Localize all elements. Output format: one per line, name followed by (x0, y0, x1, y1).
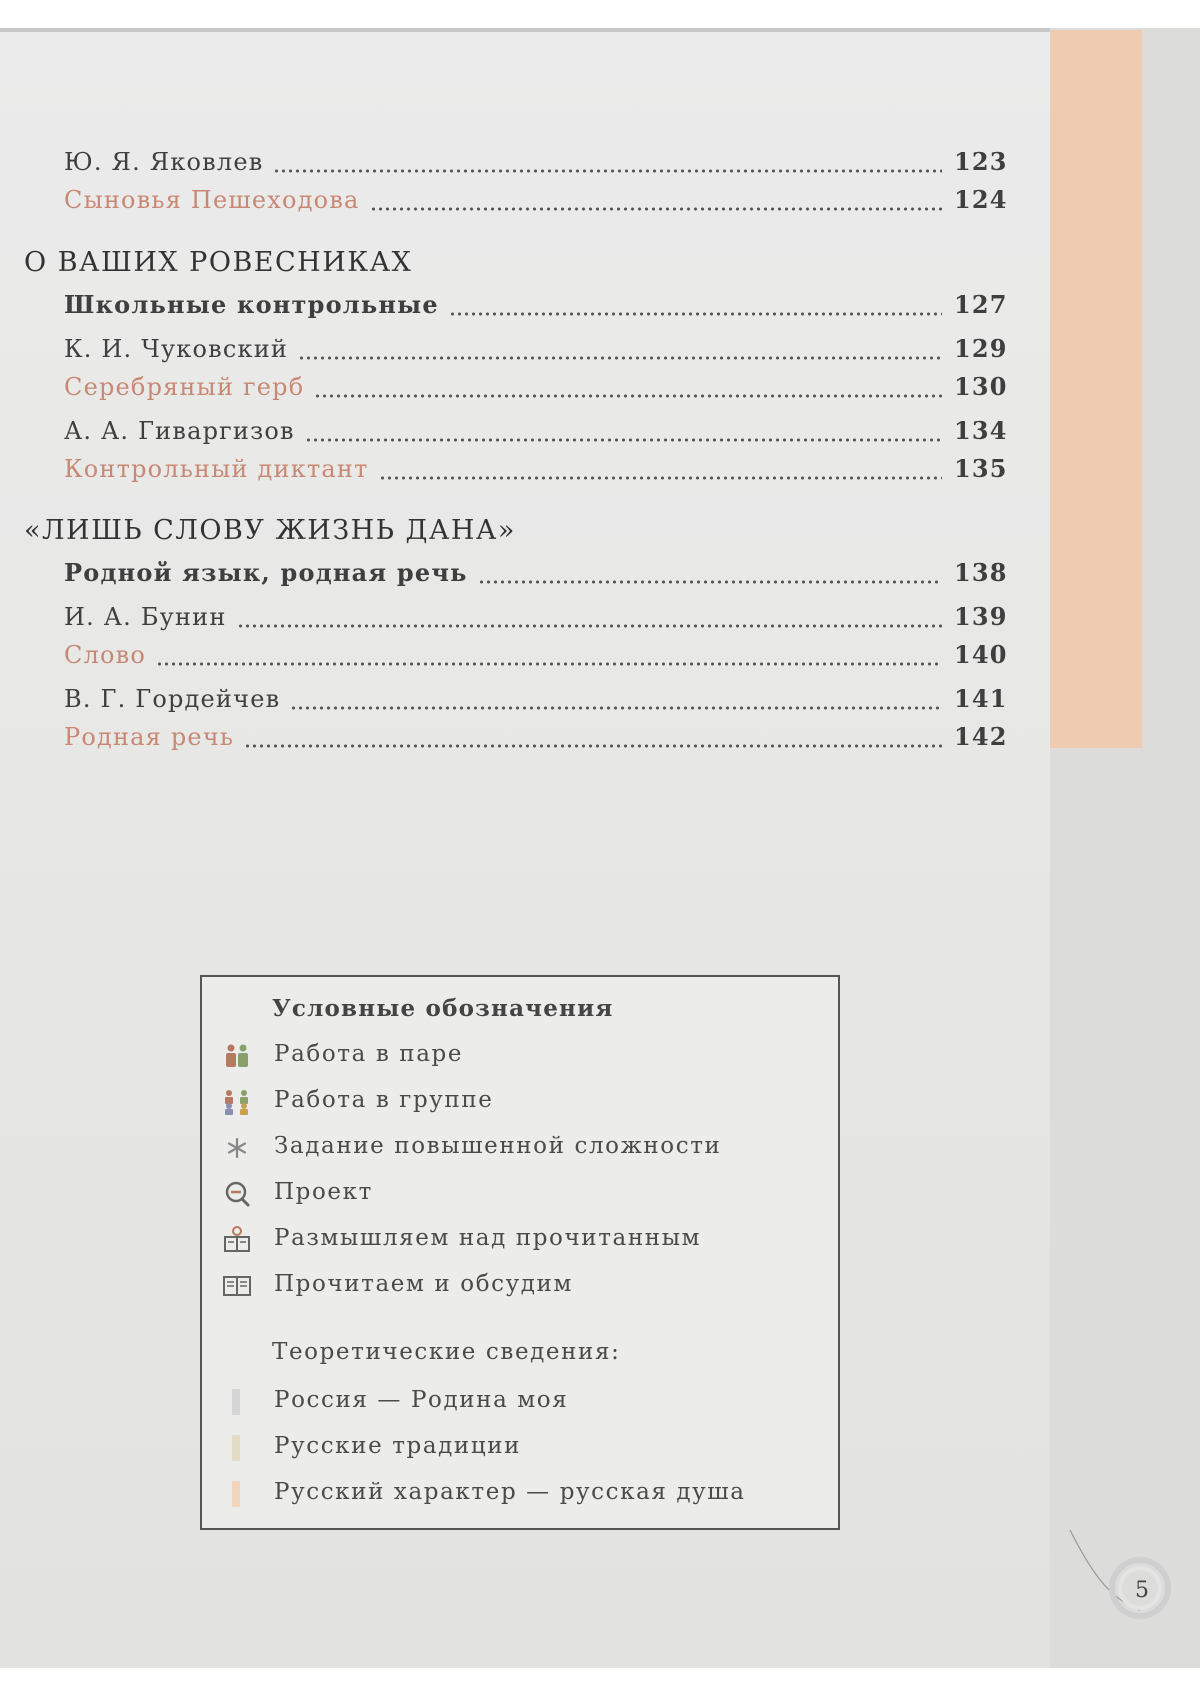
toc-entry-title: Серебряный герб (64, 373, 305, 401)
toc-entry-title: А. А. Гиваргизов (64, 417, 295, 445)
toc-entry-page: 127 (954, 290, 1008, 319)
asterisk-icon (222, 1133, 252, 1163)
toc-entry[interactable] (64, 334, 1008, 368)
leader-dots (449, 312, 942, 316)
leader-dots (305, 438, 942, 442)
legend-item (222, 1085, 822, 1121)
toc-entry-title: Школьные контрольные (64, 290, 439, 319)
color-swatch (232, 1481, 240, 1507)
toc-entry-title: В. Г. Гордейчев (64, 685, 281, 713)
leader-dots (156, 662, 942, 666)
leader-dots (298, 356, 942, 360)
table-of-contents (0, 0, 1010, 760)
legend-box (200, 975, 840, 1530)
page-number: 5 (1135, 1578, 1149, 1603)
toc-entry-title: Ю. Я. Яковлев (64, 148, 264, 176)
theory-item (222, 1385, 822, 1421)
theory-item-label: Русский характер — русская душа (274, 1479, 746, 1505)
toc-entry-page: 129 (954, 334, 1008, 363)
toc-entry-title: И. А. Бунин (64, 603, 227, 631)
toc-entry[interactable] (64, 722, 1008, 756)
open-book-icon (222, 1271, 252, 1301)
legend-item-label: Размышляем над прочитанным (274, 1225, 702, 1251)
theory-item-label: Русские традиции (274, 1433, 522, 1459)
toc-entry[interactable] (64, 290, 1008, 324)
toc-entry-title: Сыновья Пешеходова (64, 186, 360, 214)
leader-dots (237, 624, 942, 628)
leader-dots (244, 744, 942, 748)
section-color-tab (1050, 30, 1142, 748)
toc-entry-page: 138 (954, 558, 1008, 587)
toc-section-title: «ЛИШЬ СЛОВУ ЖИЗНЬ ДАНА» (24, 515, 516, 546)
toc-entry-page: 139 (954, 602, 1008, 631)
color-swatch (232, 1435, 240, 1461)
legend-item (222, 1269, 822, 1305)
legend-item (222, 1223, 822, 1259)
group-work-icon (222, 1087, 252, 1117)
legend-item (222, 1131, 822, 1167)
toc-entry[interactable] (64, 147, 1008, 181)
toc-entry-page: 124 (954, 185, 1008, 214)
theory-item-label: Россия — Родина моя (274, 1387, 569, 1413)
legend-item (222, 1177, 822, 1213)
toc-entry[interactable] (64, 416, 1008, 450)
toc-entry[interactable] (64, 640, 1008, 674)
leader-dots (273, 169, 942, 173)
toc-entry[interactable] (64, 185, 1008, 219)
toc-entry-page: 135 (954, 454, 1008, 483)
leader-dots (478, 580, 942, 584)
theory-title: Теоретические сведения: (272, 1339, 621, 1365)
toc-entry-page: 140 (954, 640, 1008, 669)
toc-entry-title: К. И. Чуковский (64, 335, 289, 363)
toc-entry[interactable] (64, 372, 1008, 406)
toc-entry-page: 141 (954, 684, 1008, 713)
leader-dots (370, 207, 942, 211)
photo-bottom-margin (0, 1668, 1200, 1698)
theory-item (222, 1477, 822, 1513)
leader-dots (314, 394, 942, 398)
toc-section-title: О ВАШИХ РОВЕСНИКАХ (24, 247, 413, 278)
theory-item (222, 1431, 822, 1467)
toc-entry-page: 130 (954, 372, 1008, 401)
toc-entry[interactable] (64, 454, 1008, 488)
toc-entry-title: Родная речь (64, 723, 235, 751)
project-icon (222, 1179, 252, 1209)
toc-entry[interactable] (64, 684, 1008, 718)
toc-entry-page: 142 (954, 722, 1008, 751)
leader-dots (379, 476, 942, 480)
legend-item-label: Прочитаем и обсудим (274, 1271, 573, 1297)
legend-item-label: Задание повышенной сложности (274, 1133, 722, 1159)
legend-item-label: Работа в группе (274, 1087, 494, 1113)
pair-work-icon (222, 1041, 252, 1071)
toc-entry-page: 134 (954, 416, 1008, 445)
toc-entry-title: Родной язык, родная речь (64, 558, 468, 587)
toc-entry[interactable] (64, 558, 1008, 592)
legend-item (222, 1039, 822, 1075)
legend-title: Условные обозначения (272, 995, 614, 1022)
legend-item-label: Проект (274, 1179, 373, 1205)
legend-item-label: Работа в паре (274, 1041, 464, 1067)
color-swatch (232, 1389, 240, 1415)
toc-entry[interactable] (64, 602, 1008, 636)
toc-entry-title: Слово (64, 641, 147, 669)
toc-entry-page: 123 (954, 147, 1008, 176)
toc-entry-title: Контрольный диктант (64, 455, 369, 483)
leader-dots (290, 706, 942, 710)
reflect-icon (222, 1225, 252, 1255)
